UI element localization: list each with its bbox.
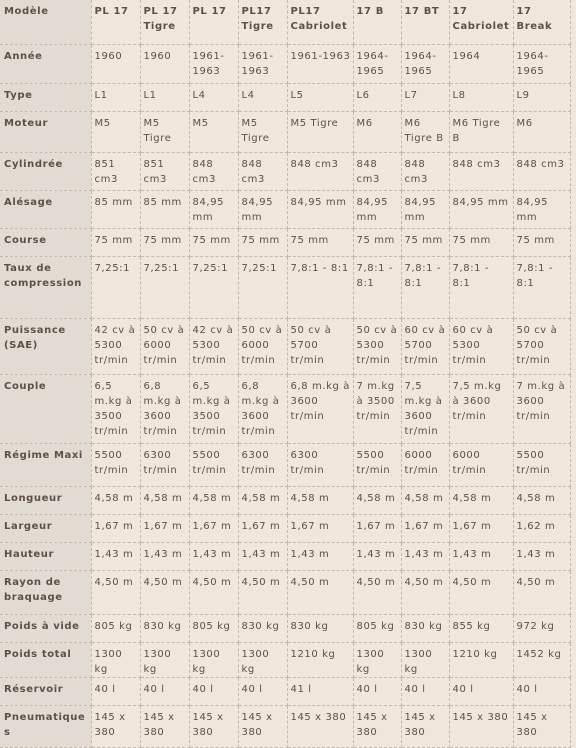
table-cell: 145 x 380: [513, 705, 570, 747]
table-cell: 830 kg: [238, 614, 287, 642]
table-cell: 4,58 m: [401, 486, 449, 514]
table-cell: 7,5 m.kg à 3600 tr/min: [449, 374, 513, 443]
table-cell: 1961-1963: [189, 44, 238, 83]
table-row: [0, 318, 570, 374]
table-cell: 50 cv à 6000 tr/min: [238, 318, 287, 374]
table-cell: L4: [189, 83, 238, 111]
table-cell: 1300 kg: [140, 642, 189, 677]
table-row: [0, 111, 570, 152]
table-cell: 7 m.kg à 3600 tr/min: [513, 374, 570, 443]
table-cell: 145 x 380: [238, 705, 287, 747]
table-cell: 1964-1965: [353, 44, 401, 83]
table-cell: 1300 kg: [238, 642, 287, 677]
table-cell: L1: [140, 83, 189, 111]
table-cell: 1,43 m: [287, 542, 353, 570]
table-cell: 851 cm3: [91, 152, 140, 190]
table-row: [0, 614, 570, 642]
table-cell: 848 cm3: [287, 152, 353, 190]
table-cell: 851 cm3: [140, 152, 189, 190]
row-label: Réservoir: [0, 677, 91, 705]
table-cell: 42 cv à 5300 tr/min: [91, 318, 140, 374]
table-cell: M6 Tigre B: [401, 111, 449, 152]
table-cell: 4,50 m: [449, 570, 513, 614]
table-cell: 1,43 m: [189, 542, 238, 570]
table-cell: 1,43 m: [513, 542, 570, 570]
table-cell: 4,50 m: [287, 570, 353, 614]
table-cell: 75 mm: [189, 228, 238, 256]
table-cell: 1,67 m: [238, 514, 287, 542]
table-cell: 1,43 m: [353, 542, 401, 570]
table-cell: 4,50 m: [353, 570, 401, 614]
table-cell: 1964: [449, 44, 513, 83]
table-cell: 5500 tr/min: [353, 443, 401, 486]
table-cell: L9: [513, 83, 570, 111]
table-cell: 4,58 m: [513, 486, 570, 514]
table-cell: 855 kg: [449, 614, 513, 642]
model-header: PL17 Cabriolet: [287, 0, 353, 44]
table-row: [0, 486, 570, 514]
row-label: Type: [0, 83, 91, 111]
table-cell: 1210 kg: [449, 642, 513, 677]
table-cell: 6300 tr/min: [140, 443, 189, 486]
table-cell: 60 cv à 5700 tr/min: [401, 318, 449, 374]
row-label: Régime Maxi: [0, 443, 91, 486]
table-cell: 50 cv à 5300 tr/min: [353, 318, 401, 374]
row-label: Cylindrée: [0, 152, 91, 190]
table-cell: 7,25:1: [238, 256, 287, 318]
row-label: Hauteur: [0, 542, 91, 570]
model-header: PL 17: [189, 0, 238, 44]
row-label: Poids à vide: [0, 614, 91, 642]
table-cell: 6000 tr/min: [449, 443, 513, 486]
table-cell: 75 mm: [287, 228, 353, 256]
row-label: Poids total: [0, 642, 91, 677]
table-row: [0, 152, 570, 190]
table-cell: 85 mm: [140, 190, 189, 228]
table-cell: 4,58 m: [140, 486, 189, 514]
table-cell: 50 cv à 5700 tr/min: [513, 318, 570, 374]
table-cell: 60 cv à 5300 tr/min: [449, 318, 513, 374]
table-cell: 1452 kg: [513, 642, 570, 677]
table-row: [0, 514, 570, 542]
table-cell: 6,8 m.kg à 3600 tr/min: [287, 374, 353, 443]
row-label: Longueur: [0, 486, 91, 514]
table-cell: M5: [189, 111, 238, 152]
table-cell: 1210 kg: [287, 642, 353, 677]
table-cell: 1,43 m: [449, 542, 513, 570]
row-label: Course: [0, 228, 91, 256]
row-label: Largeur: [0, 514, 91, 542]
table-cell: 84,95 mm: [238, 190, 287, 228]
table-cell: 40 l: [140, 677, 189, 705]
table-cell: 7,8:1 - 8:1: [513, 256, 570, 318]
table-cell: 1,43 m: [401, 542, 449, 570]
table-cell: M6: [353, 111, 401, 152]
row-label: Année: [0, 44, 91, 83]
table-cell: M5: [91, 111, 140, 152]
table-cell: 40 l: [189, 677, 238, 705]
row-label: Couple: [0, 374, 91, 443]
table-cell: 42 cv à 5300 tr/min: [189, 318, 238, 374]
table-cell: 848 cm3: [513, 152, 570, 190]
table-cell: 6000 tr/min: [401, 443, 449, 486]
table-cell: 7,25:1: [140, 256, 189, 318]
table-cell: M5 Tigre: [238, 111, 287, 152]
row-label: Moteur: [0, 111, 91, 152]
table-row: [0, 443, 570, 486]
table-cell: 830 kg: [401, 614, 449, 642]
table-cell: L5: [287, 83, 353, 111]
table-cell: 75 mm: [449, 228, 513, 256]
table-cell: 4,58 m: [91, 486, 140, 514]
table-cell: 40 l: [401, 677, 449, 705]
table-cell: 4,58 m: [449, 486, 513, 514]
table-cell: 4,50 m: [238, 570, 287, 614]
table-cell: 7,8:1 - 8:1: [401, 256, 449, 318]
table-cell: M6 Tigre B: [449, 111, 513, 152]
table-cell: 84,95 mm: [287, 190, 353, 228]
table-cell: 84,95 mm: [189, 190, 238, 228]
table-cell: 5500 tr/min: [91, 443, 140, 486]
table-row: [0, 228, 570, 256]
table-cell: 40 l: [353, 677, 401, 705]
table-cell: M6: [513, 111, 570, 152]
table-cell: L7: [401, 83, 449, 111]
table-cell: 4,50 m: [513, 570, 570, 614]
table-cell: 6,5 m.kg à 3500 tr/min: [189, 374, 238, 443]
table-cell: 7,25:1: [189, 256, 238, 318]
header-label: Modèle: [0, 0, 91, 44]
table-cell: 830 kg: [287, 614, 353, 642]
table-cell: 1300 kg: [353, 642, 401, 677]
table-cell: 75 mm: [238, 228, 287, 256]
table-cell: 848 cm3: [353, 152, 401, 190]
table-cell: 6300 tr/min: [287, 443, 353, 486]
table-cell: 4,58 m: [189, 486, 238, 514]
table-cell: 1300 kg: [91, 642, 140, 677]
table-row: [0, 44, 570, 83]
table-cell: 1960: [91, 44, 140, 83]
row-label: Pneumatiques: [0, 705, 91, 747]
table-cell: 145 x 380: [401, 705, 449, 747]
table-cell: 1,67 m: [353, 514, 401, 542]
table-cell: 40 l: [238, 677, 287, 705]
table-cell: 1,43 m: [91, 542, 140, 570]
table-cell: M5 Tigre: [140, 111, 189, 152]
table-cell: 1,67 m: [287, 514, 353, 542]
table-cell: 848 cm3: [401, 152, 449, 190]
model-header: 17 Cabriolet: [449, 0, 513, 44]
table-row: [0, 570, 570, 614]
model-header: 17 Break: [513, 0, 570, 44]
table-cell: 85 mm: [91, 190, 140, 228]
row-label: Taux de compression: [0, 256, 91, 318]
table-cell: 1300 kg: [401, 642, 449, 677]
table-cell: L1: [91, 83, 140, 111]
table-cell: 848 cm3: [238, 152, 287, 190]
header-row: [0, 0, 570, 44]
table-cell: 4,58 m: [287, 486, 353, 514]
table-cell: 40 l: [513, 677, 570, 705]
table-cell: 848 cm3: [189, 152, 238, 190]
table-cell: 5500 tr/min: [513, 443, 570, 486]
table-cell: 1,67 m: [140, 514, 189, 542]
table-cell: 830 kg: [140, 614, 189, 642]
table-cell: 4,58 m: [238, 486, 287, 514]
table-cell: 7,8:1 - 8:1: [353, 256, 401, 318]
table-cell: 4,50 m: [189, 570, 238, 614]
row-label: Alésage: [0, 190, 91, 228]
table-cell: 7,5 m.kg à 3600 tr/min: [401, 374, 449, 443]
table-cell: 5500 tr/min: [189, 443, 238, 486]
table-cell: 1,43 m: [140, 542, 189, 570]
table-cell: 50 cv à 6000 tr/min: [140, 318, 189, 374]
model-header: PL 17: [91, 0, 140, 44]
table-cell: 40 l: [91, 677, 140, 705]
row-label: Puissance (SAE): [0, 318, 91, 374]
table-cell: 145 x 380: [189, 705, 238, 747]
table-cell: 4,58 m: [353, 486, 401, 514]
table-cell: 75 mm: [513, 228, 570, 256]
table-row: [0, 705, 570, 747]
table-cell: 4,50 m: [140, 570, 189, 614]
table-cell: L4: [238, 83, 287, 111]
table-cell: 805 kg: [189, 614, 238, 642]
table-cell: 75 mm: [401, 228, 449, 256]
table-cell: 40 l: [449, 677, 513, 705]
table-cell: 6,5 m.kg à 3500 tr/min: [91, 374, 140, 443]
table-cell: 145 x 380: [287, 705, 353, 747]
table-cell: 6,8 m.kg à 3600 tr/min: [238, 374, 287, 443]
table-cell: 41 l: [287, 677, 353, 705]
model-header: 17 B: [353, 0, 401, 44]
table-cell: 7,8:1 - 8:1: [449, 256, 513, 318]
table-cell: 1,62 m: [513, 514, 570, 542]
table-cell: 1961-1963: [287, 44, 353, 83]
table-cell: 1,67 m: [189, 514, 238, 542]
table-cell: 1,67 m: [449, 514, 513, 542]
table-cell: 1960: [140, 44, 189, 83]
table-cell: 145 x 380: [353, 705, 401, 747]
table-cell: 848 cm3: [449, 152, 513, 190]
table-cell: 84,95 mm: [513, 190, 570, 228]
table-cell: 7,8:1 - 8:1: [287, 256, 353, 318]
table-cell: 75 mm: [140, 228, 189, 256]
table-cell: 4,50 m: [401, 570, 449, 614]
table-cell: 1961-1963: [238, 44, 287, 83]
table-row: [0, 677, 570, 705]
table-cell: M5 Tigre: [287, 111, 353, 152]
model-header: PL 17 Tigre: [140, 0, 189, 44]
table-cell: 4,50 m: [91, 570, 140, 614]
table-cell: 50 cv à 5700 tr/min: [287, 318, 353, 374]
table-row: [0, 190, 570, 228]
table-cell: 145 x 380: [91, 705, 140, 747]
table-cell: 1,43 m: [238, 542, 287, 570]
table-cell: 75 mm: [353, 228, 401, 256]
table-cell: 805 kg: [353, 614, 401, 642]
table-cell: 805 kg: [91, 614, 140, 642]
table-cell: 75 mm: [91, 228, 140, 256]
table-cell: 145 x 380: [449, 705, 513, 747]
row-label: Rayon de braquage: [0, 570, 91, 614]
table-row: [0, 83, 570, 111]
table-cell: 7,25:1: [91, 256, 140, 318]
table-row: [0, 256, 570, 318]
table-cell: 1964-1965: [513, 44, 570, 83]
table-cell: 1964-1965: [401, 44, 449, 83]
table-cell: 6300 tr/min: [238, 443, 287, 486]
table-row: [0, 374, 570, 443]
table-cell: 84,95 mm: [401, 190, 449, 228]
table-row: [0, 642, 570, 677]
model-header: PL17 Tigre: [238, 0, 287, 44]
model-header: 17 BT: [401, 0, 449, 44]
table-cell: 1,67 m: [91, 514, 140, 542]
table-cell: 6,8 m.kg à 3600 tr/min: [140, 374, 189, 443]
table-cell: 7 m.kg à 3500 tr/min: [353, 374, 401, 443]
table-cell: L6: [353, 83, 401, 111]
table-cell: 84,95 mm: [449, 190, 513, 228]
table-cell: L8: [449, 83, 513, 111]
table-cell: 1300 kg: [189, 642, 238, 677]
table-cell: 145 x 380: [140, 705, 189, 747]
table-cell: 1,67 m: [401, 514, 449, 542]
table-cell: 84,95 mm: [353, 190, 401, 228]
table-cell: 972 kg: [513, 614, 570, 642]
table-row: [0, 542, 570, 570]
